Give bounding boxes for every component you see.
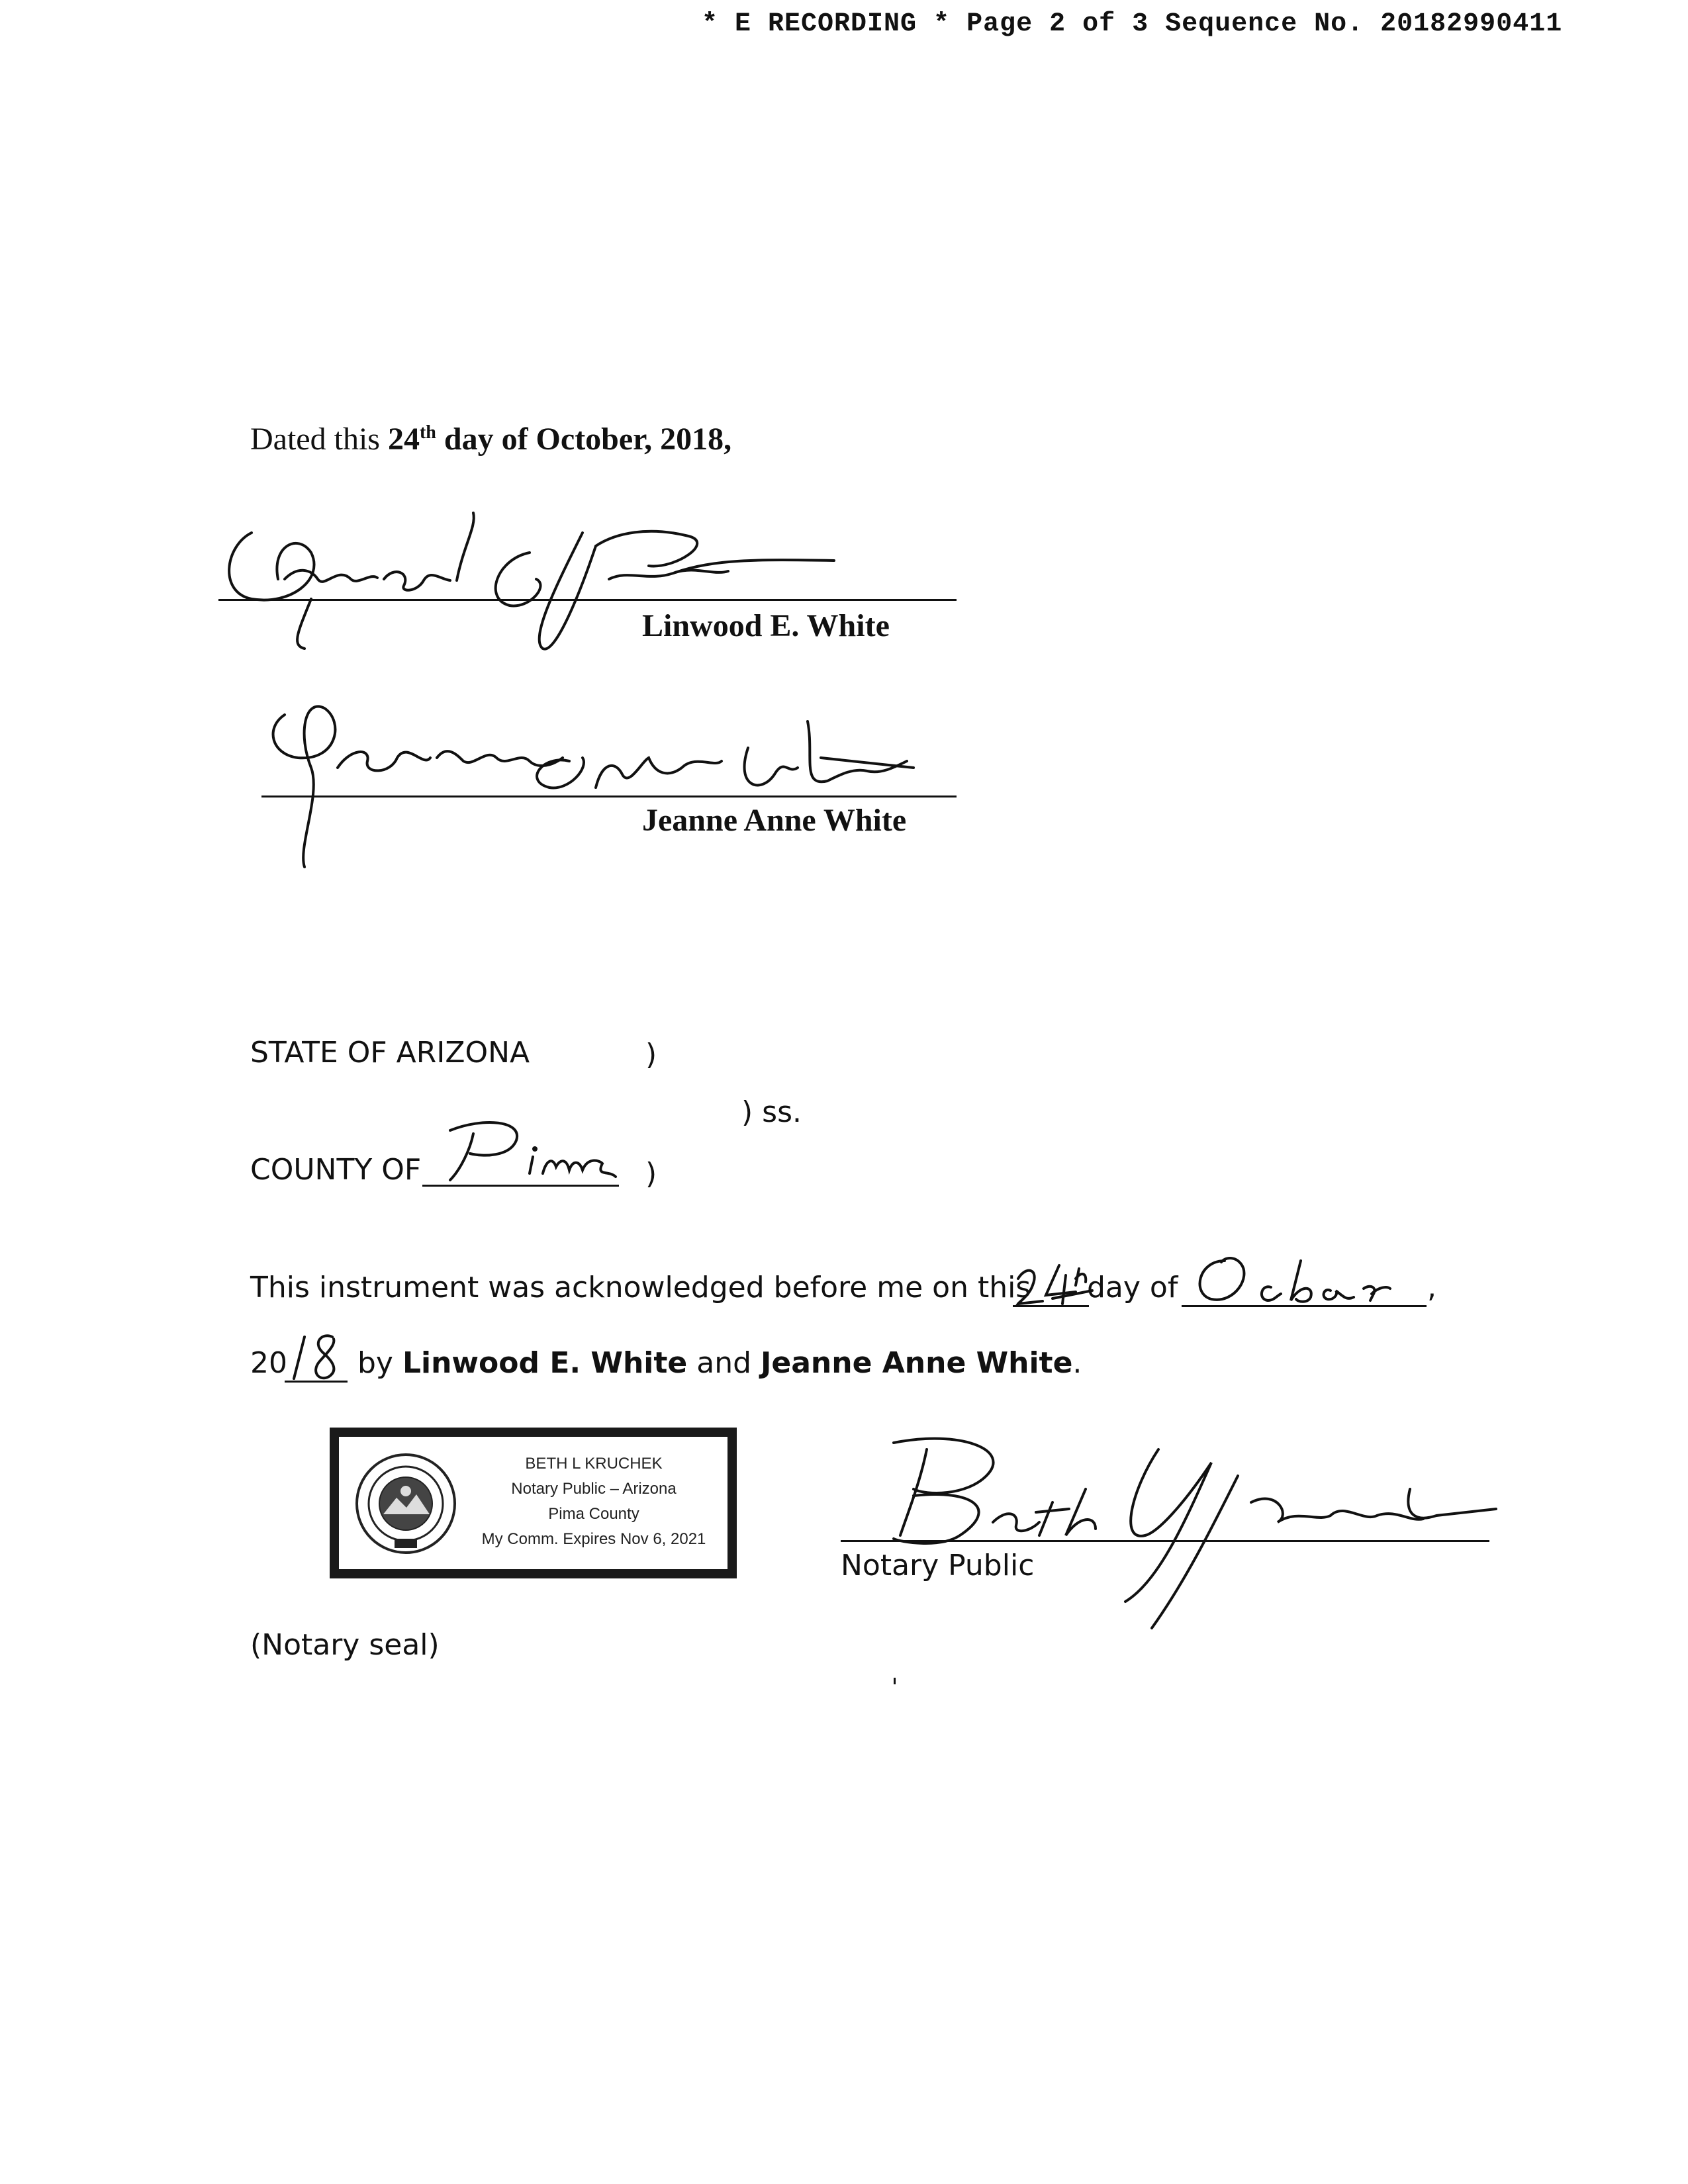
county-handwritten [424, 1104, 622, 1183]
ack-name-1: Linwood E. White [402, 1346, 688, 1380]
arizona-seal-icon [353, 1451, 458, 1556]
county-paren: ) [645, 1157, 657, 1191]
stray-mark [894, 1678, 896, 1684]
dated-day: 24 [387, 422, 420, 457]
stamp-title: Notary Public – Arizona [511, 1480, 677, 1498]
ack-by: by [357, 1346, 393, 1380]
stamp-text [475, 1451, 713, 1552]
ack-name-2: Jeanne Anne White [761, 1346, 1073, 1380]
ack-prefix: This instrument was acknowledged before me on this [250, 1271, 1031, 1304]
dated-day-suffix: th [419, 422, 436, 443]
dated-rest: day of October, 2018, [444, 422, 732, 457]
notary-signature-line [841, 1540, 1489, 1542]
notary-public-label: Notary Public [841, 1549, 1035, 1582]
ack-month-handwritten [1185, 1248, 1410, 1310]
notary-seal-label: (Notary seal) [250, 1628, 440, 1662]
signer-name-1: Linwood E. White [642, 608, 890, 643]
ack-year-prefix: 20 [250, 1346, 287, 1380]
dated-prefix: Dated this [250, 422, 380, 457]
dated-line [250, 421, 731, 457]
ack-comma: , [1427, 1271, 1436, 1304]
recording-header: * E RECORDING * Page 2 of 3 Sequence No. 20182990411 [702, 9, 1563, 39]
ack-line-1 [250, 1271, 1031, 1304]
signature-line-1 [218, 599, 957, 601]
signer-name-2: Jeanne Anne White [642, 803, 907, 838]
ack-line-2 [357, 1346, 1082, 1380]
ss-label: ) ss. [741, 1095, 802, 1129]
stamp-name: BETH L KRUCHEK [525, 1455, 663, 1473]
county-label: COUNTY OF [250, 1153, 422, 1187]
state-paren: ) [645, 1038, 657, 1071]
ack-day-handwritten [1013, 1252, 1099, 1312]
notary-stamp [330, 1428, 737, 1578]
stamp-expires: My Comm. Expires Nov 6, 2021 [481, 1530, 706, 1548]
ack-year-handwritten [286, 1329, 352, 1382]
notary-signature [841, 1423, 1503, 1641]
ack-period: . [1072, 1346, 1082, 1380]
jeanne-signature [258, 695, 920, 874]
ack-day-of: day of [1087, 1271, 1178, 1304]
state-label: STATE OF ARIZONA [250, 1036, 530, 1069]
county-blank [422, 1185, 619, 1187]
stamp-county: Pima County [548, 1505, 639, 1523]
ack-and: and [696, 1346, 752, 1380]
signature-line-2 [261, 796, 957, 797]
